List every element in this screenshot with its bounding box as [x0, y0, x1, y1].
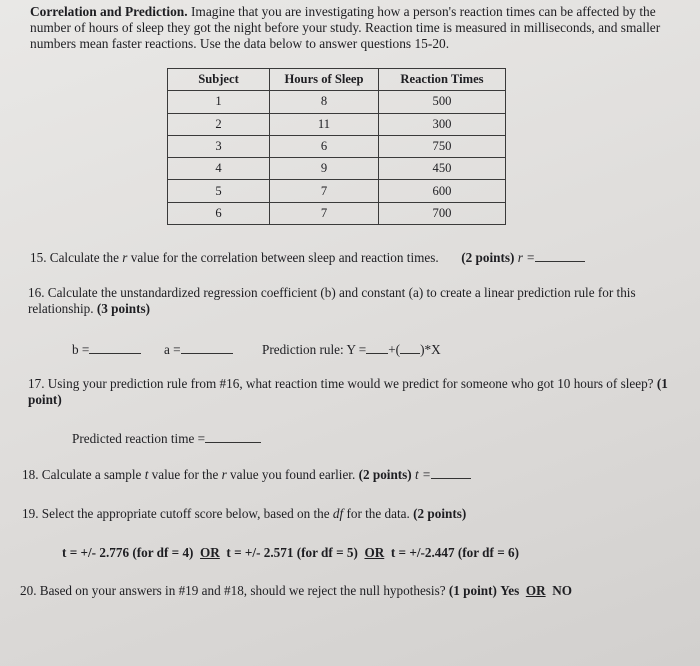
q16-points: (3 points) [96, 301, 150, 316]
q16-b-field: b = [72, 342, 141, 358]
cell-subject: 6 [168, 202, 270, 224]
cell-subject: 1 [168, 91, 270, 113]
cell-subject: 2 [168, 113, 270, 135]
cell-hours: 7 [270, 180, 379, 202]
table-header-row [168, 69, 506, 91]
q20-no-option[interactable]: NO [552, 583, 572, 598]
b-answer-blank[interactable] [89, 342, 141, 354]
q15-answer-label: r = [517, 250, 536, 265]
cell-hours: 9 [270, 158, 379, 180]
q17-answer-blank[interactable] [205, 431, 261, 443]
intro-heading: Correlation and Prediction. [30, 4, 188, 19]
header-reaction-times: Reaction Times [379, 69, 506, 91]
question-16: 16. Calculate the unstandardized regression coefficient (b) and constant (a) to create a linear prediction rule for this relationship. (3 points) [28, 285, 636, 316]
q18-points: (2 points) [358, 467, 412, 482]
q19-option-df5[interactable]: t = +/- 2.571 (for df = 5) [226, 545, 358, 560]
header-hours-of-sleep: Hours of Sleep [270, 69, 379, 91]
cell-hours: 8 [270, 91, 379, 113]
q17-answer: Predicted reaction time = [72, 431, 261, 447]
cell-reaction: 600 [379, 180, 506, 202]
q19-option-df4[interactable]: t = +/- 2.776 (for df = 4) [62, 545, 194, 560]
q16-a-field: a = [164, 342, 233, 358]
rule-b-blank[interactable] [400, 342, 420, 354]
q20-points: (1 point) [448, 583, 497, 598]
cell-subject: 3 [168, 135, 270, 157]
question-20: 20. Based on your answers in #19 and #18, should we reject the null hypothesis? (1 point) Yes OR NO [20, 583, 572, 598]
cell-reaction: 500 [379, 91, 506, 113]
table-row [168, 135, 506, 157]
q18-answer-label: t = [415, 467, 431, 482]
data-table [167, 68, 506, 225]
cell-reaction: 750 [379, 135, 506, 157]
table-row [168, 202, 506, 224]
q17-points: (1 point) [28, 376, 668, 407]
table-row [168, 180, 506, 202]
table-row [168, 113, 506, 135]
question-19: 19. Select the appropriate cutoff score below, based on the df for the data. (2 points) [22, 506, 467, 521]
q15-answer-blank[interactable] [535, 250, 585, 262]
cell-hours: 7 [270, 202, 379, 224]
cell-subject: 4 [168, 158, 270, 180]
a-answer-blank[interactable] [181, 342, 233, 354]
cell-reaction: 450 [379, 158, 506, 180]
header-subject: Subject [168, 69, 270, 91]
q15-points: (2 points) [461, 250, 515, 265]
cell-hours: 11 [270, 113, 379, 135]
intro-text: Imagine that you are investigating how a person's reaction times can be affected by the number of hours of sleep they got the night before your study. Reaction time is measured in milliseconds, and smaller numbers mean faster reactions. Use the data below to answer questions 15-20. [30, 4, 661, 51]
intro-paragraph [30, 4, 680, 52]
question-15: 15. Calculate the r value for the correlation between sleep and reaction times. (2 points) r = [30, 250, 670, 266]
q19-option-df6[interactable]: t = +/-2.447 (for df = 6) [390, 545, 519, 560]
table-row [168, 91, 506, 113]
q18-answer-blank[interactable] [431, 467, 471, 479]
rule-a-blank[interactable] [366, 342, 388, 354]
question-17: 17. Using your prediction rule from #16, what reaction time would we predict for someone who got 10 hours of sleep? (1 point) [28, 376, 668, 407]
q20-yes-option[interactable]: Yes [500, 583, 520, 598]
cell-hours: 6 [270, 135, 379, 157]
q19-points: (2 points) [413, 506, 467, 521]
cell-reaction: 700 [379, 202, 506, 224]
table-row [168, 158, 506, 180]
cell-reaction: 300 [379, 113, 506, 135]
cell-subject: 5 [168, 180, 270, 202]
q19-options: t = +/- 2.776 (for df = 4) OR t = +/- 2.571 (for df = 5) OR t = +/-2.447 (for df = 6) [62, 545, 519, 560]
q16-prediction-rule: Prediction rule: Y = +( )*X [262, 342, 441, 357]
question-18: 18. Calculate a sample t value for the r value you found earlier. (2 points) t = [22, 467, 682, 483]
